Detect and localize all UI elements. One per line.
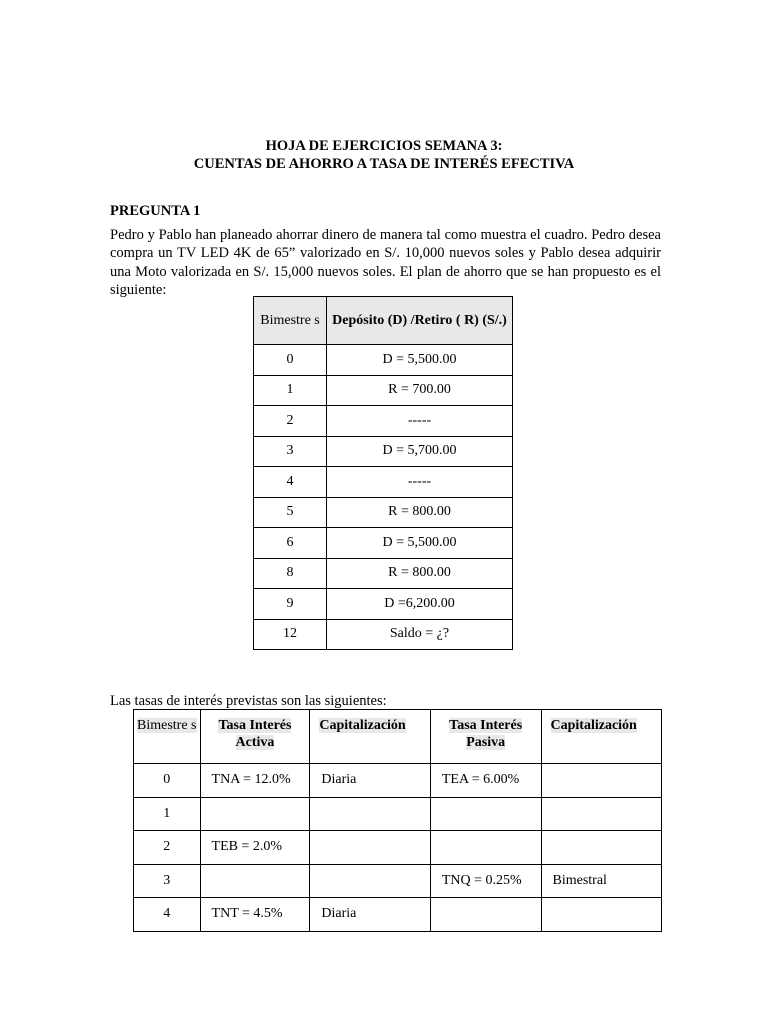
cell-movement: D = 5,500.00 bbox=[327, 528, 513, 559]
cell-movement: D = 5,500.00 bbox=[327, 345, 513, 376]
table-row bbox=[254, 406, 513, 437]
cell-tasa-activa bbox=[200, 797, 310, 831]
document-title-line1: HOJA DE EJERCICIOS SEMANA 3: bbox=[265, 138, 503, 154]
table-row bbox=[254, 589, 513, 620]
cell-movement: Saldo = ¿? bbox=[327, 619, 513, 650]
cell-tasa-activa bbox=[200, 864, 310, 898]
header-tasa-pasiva: Tasa Interés Pasiva bbox=[430, 710, 541, 764]
cell-tasa-activa: TNA = 12.0% bbox=[200, 764, 310, 798]
cell-bimestre: 1 bbox=[254, 375, 327, 406]
cell-bimestre: 4 bbox=[254, 467, 327, 498]
cell-movement: D = 5,700.00 bbox=[327, 436, 513, 467]
question-heading: PREGUNTA 1 bbox=[110, 203, 201, 219]
table-header-row bbox=[134, 710, 662, 764]
table-row bbox=[254, 558, 513, 589]
cell-cap-activa bbox=[310, 864, 430, 898]
question-paragraph: Pedro y Pablo han planeado ahorrar dinero de manera tal como muestra el cuadro. Pedro desea compra un TV LED 4K de 65” valorizado en S/. 10,000 nuevos soles y Pablo desea adquirir una Moto valorizada en S/. 15,000 nuevos soles. El plan de ahorro que se han propuesto es el siguiente: bbox=[110, 227, 661, 298]
table-row bbox=[254, 467, 513, 498]
cell-cap-pasiva bbox=[541, 764, 662, 798]
table-row bbox=[254, 375, 513, 406]
table-row bbox=[254, 345, 513, 376]
cell-cap-activa bbox=[310, 797, 430, 831]
header-deposito-retiro: Depósito (D) /Retiro ( R) (S/.) bbox=[327, 297, 513, 345]
cell-tasa-activa: TEB = 2.0% bbox=[200, 831, 310, 865]
cell-cap-pasiva: Bimestral bbox=[541, 864, 662, 898]
table-row bbox=[254, 497, 513, 528]
header-capitalizacion-activa: Capitalización bbox=[310, 710, 430, 764]
cell-bimestre: 2 bbox=[134, 831, 201, 865]
cell-cap-pasiva bbox=[541, 898, 662, 932]
table-row bbox=[254, 436, 513, 467]
table-row bbox=[134, 898, 662, 932]
cell-tasa-pasiva: TEA = 6.00% bbox=[430, 764, 541, 798]
cell-cap-pasiva bbox=[541, 831, 662, 865]
cell-bimestre: 3 bbox=[254, 436, 327, 467]
header-bimestres: Bimestre s bbox=[134, 710, 201, 764]
cell-bimestre: 9 bbox=[254, 589, 327, 620]
cell-tasa-pasiva: TNQ = 0.25% bbox=[430, 864, 541, 898]
table-row bbox=[254, 619, 513, 650]
cell-tasa-pasiva bbox=[430, 898, 541, 932]
cell-tasa-pasiva bbox=[430, 831, 541, 865]
header-capitalizacion-pasiva: Capitalización bbox=[541, 710, 662, 764]
header-bimestres: Bimestre s bbox=[254, 297, 327, 345]
document-title-line2: CUENTAS DE AHORRO A TASA DE INTERÉS EFECTIVA bbox=[193, 156, 575, 172]
table-header-row bbox=[254, 297, 513, 345]
interest-rates-table bbox=[133, 709, 662, 932]
savings-plan-table bbox=[253, 296, 513, 650]
cell-bimestre: 6 bbox=[254, 528, 327, 559]
cell-bimestre: 4 bbox=[134, 898, 201, 932]
cell-cap-activa: Diaria bbox=[310, 898, 430, 932]
cell-tasa-pasiva bbox=[430, 797, 541, 831]
cell-movement: D =6,200.00 bbox=[327, 589, 513, 620]
table-row bbox=[134, 797, 662, 831]
cell-movement: ----- bbox=[327, 406, 513, 437]
header-tasa-activa: Tasa Interés Activa bbox=[200, 710, 310, 764]
cell-cap-activa bbox=[310, 831, 430, 865]
table-row bbox=[134, 831, 662, 865]
cell-movement: ----- bbox=[327, 467, 513, 498]
cell-bimestre: 0 bbox=[134, 764, 201, 798]
cell-bimestre: 8 bbox=[254, 558, 327, 589]
cell-bimestre: 0 bbox=[254, 345, 327, 376]
table-row bbox=[254, 528, 513, 559]
cell-cap-pasiva bbox=[541, 797, 662, 831]
rates-intro: Las tasas de interés previstas son las siguientes: bbox=[110, 693, 387, 709]
cell-bimestre: 2 bbox=[254, 406, 327, 437]
cell-bimestre: 5 bbox=[254, 497, 327, 528]
cell-tasa-activa: TNT = 4.5% bbox=[200, 898, 310, 932]
cell-bimestre: 1 bbox=[134, 797, 201, 831]
table-row bbox=[134, 764, 662, 798]
cell-bimestre: 12 bbox=[254, 619, 327, 650]
cell-bimestre: 3 bbox=[134, 864, 201, 898]
cell-movement: R = 700.00 bbox=[327, 375, 513, 406]
cell-movement: R = 800.00 bbox=[327, 558, 513, 589]
cell-cap-activa: Diaria bbox=[310, 764, 430, 798]
cell-movement: R = 800.00 bbox=[327, 497, 513, 528]
table-row bbox=[134, 864, 662, 898]
